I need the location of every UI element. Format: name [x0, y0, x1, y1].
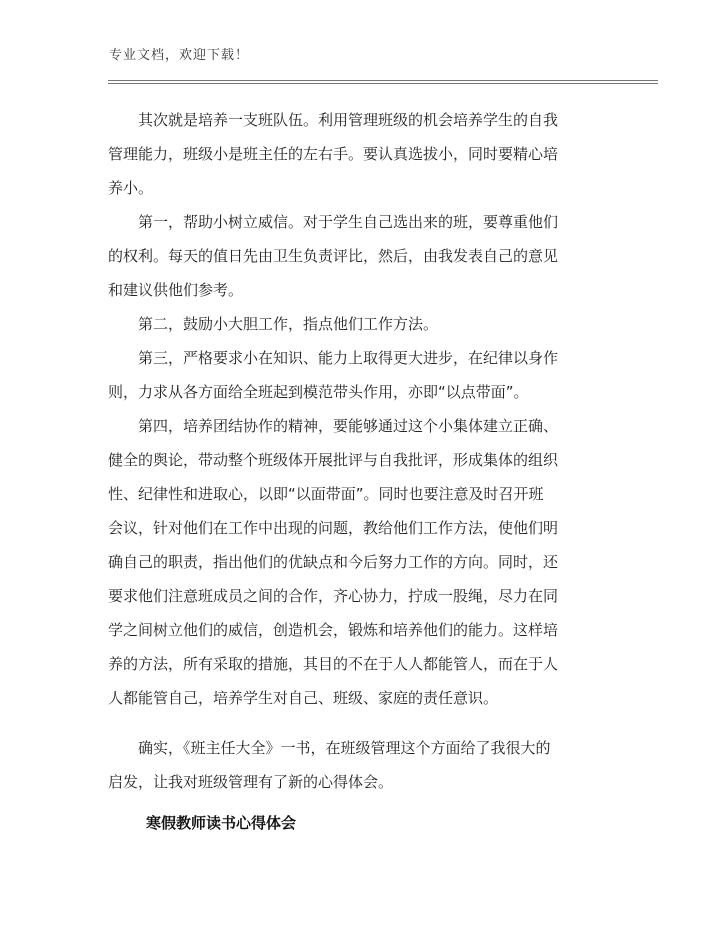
body-line: 健全的舆论，带动整个班级体开展批评与自我批评，形成集体的组织 [108, 451, 559, 469]
body-line: 的权利。每天的值日先由卫生负责评比，然后，由我发表自己的意见 [108, 247, 559, 265]
body-line: 会议，针对他们在工作中出现的问题，教给他们工作方法，使他们明 [108, 519, 559, 537]
body-line: 第四，培养团结协作的精神，要能够通过这个小集体建立正确、 [108, 417, 559, 435]
body-line: 管理能力，班级小是班主任的左右手。要认真选拔小，同时要精心培 [108, 145, 559, 163]
body-line: 其次就是培养一支班队伍。利用管理班级的机会培养学生的自我 [108, 111, 559, 129]
body-line: 第二，鼓励小大胆工作，指点他们工作方法。 [108, 315, 439, 333]
body-line: 人都能管自己，培养学生对自己、班级、家庭的责任意识。 [108, 689, 499, 707]
page-header-text: 专业文档，欢迎下载！ [109, 48, 250, 63]
body-line: 第三，严格要求小在知识、能力上取得更大进步，在纪律以身作 [108, 349, 559, 367]
body-line: 第一，帮助小树立威信。对于学生自己选出来的班，要尊重他们 [108, 213, 559, 231]
body-line: 确实，《班主任大全》一书，在班级管理这个方面给了我很大的 [108, 739, 551, 757]
section-title: 寒假教师读书心得体会 [146, 814, 297, 832]
header-divider-top [108, 80, 658, 81]
body-line: 则，力求从各方面给全班起到模范带头作用，亦即“以点带面”。 [108, 383, 529, 401]
body-line: 养小。 [108, 179, 154, 197]
body-line: 和建议供他们参考。 [108, 281, 244, 299]
body-line: 确自己的职责，指出他们的优缺点和今后努力工作的方向。同时，还 [108, 553, 559, 571]
header-divider-bottom [108, 83, 658, 84]
body-line: 启发，让我对班级管理有了新的心得体会。 [108, 773, 394, 791]
body-line: 学之间树立他们的威信，创造机会，锻炼和培养他们的能力。这样培 [108, 621, 559, 639]
body-line: 养的方法，所有采取的措施，其目的不在于人人都能管人，而在于人 [108, 655, 559, 673]
body-line: 性、纪律性和进取心，以即“以面带面”。同时也要注意及时召开班 [108, 485, 544, 503]
body-line: 要求他们注意班成员之间的合作，齐心协力，拧成一股绳，尽力在同 [108, 587, 559, 605]
